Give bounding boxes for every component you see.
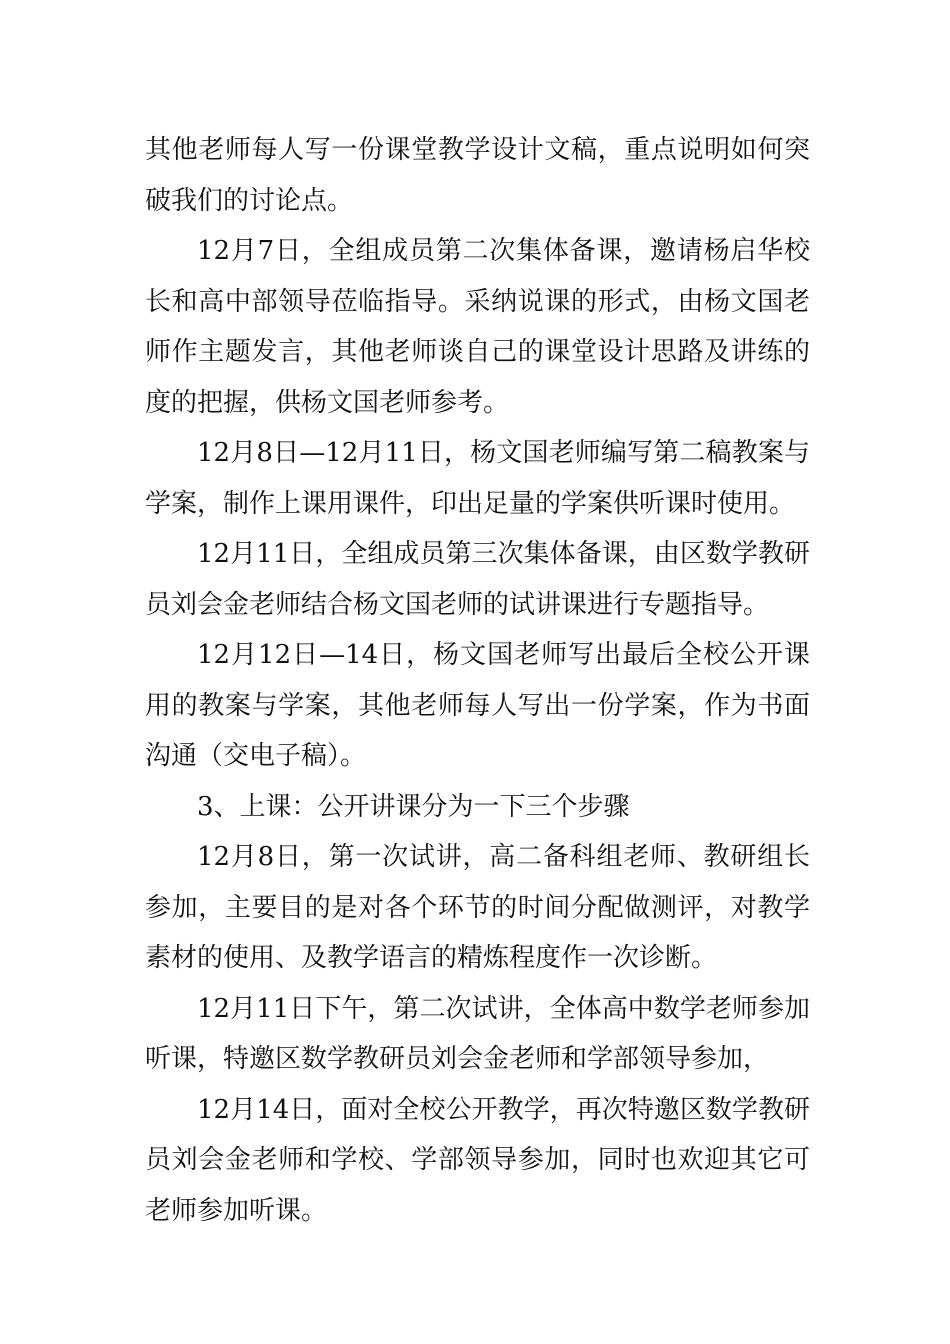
paragraph-4: 12月11日，全组成员第三次集体备课，由区数学教研员刘会金老师结合杨文国老师的试讲课进行专题指导。 [145, 539, 810, 620]
paragraph-8: 12月11日下午，第二次试讲，全体高中数学老师参加听课，特邀区数学教研员刘会金老师和学部领导参加， [145, 993, 810, 1074]
document-body [145, 125, 810, 1236]
paragraph-7: 12月8日，第一次试讲，高二备科组老师、教研组长参加，主要目的是对各个环节的时间分配做测评，对教学素材的使用、及教学语言的精炼程度作一次诊断。 [145, 842, 810, 973]
paragraph-2: 12月7日，全组成员第二次集体备课，邀请杨启华校长和高中部领导莅临指导。采纳说课的形式，由杨文国老师作主题发言，其他老师谈自己的课堂设计思路及讲练的度的把握，供杨文国老师参考。 [145, 236, 810, 418]
paragraph-9: 12月14日，面对全校公开教学，再次特邀区数学教研员刘会金老师和学校、学部领导参加，同时也欢迎其它可老师参加听课。 [145, 1094, 810, 1226]
paragraph-6-heading: 3、上课：公开讲课分为一下三个步骤 [197, 791, 630, 822]
paragraph-5: 12月12日—14日，杨文国老师写出最后全校公开课用的教案与学案，其他老师每人写出一份学案，作为书面沟通（交电子稿）。 [145, 640, 810, 771]
paragraph-1: 其他老师每人写一份课堂教学设计文稿，重点说明如何突破我们的讨论点。 [145, 135, 810, 216]
paragraph-3: 12月8日—12月11日，杨文国老师编写第二稿教案与学案，制作上课用课件，印出足量的学案供听课时使用。 [145, 438, 810, 519]
